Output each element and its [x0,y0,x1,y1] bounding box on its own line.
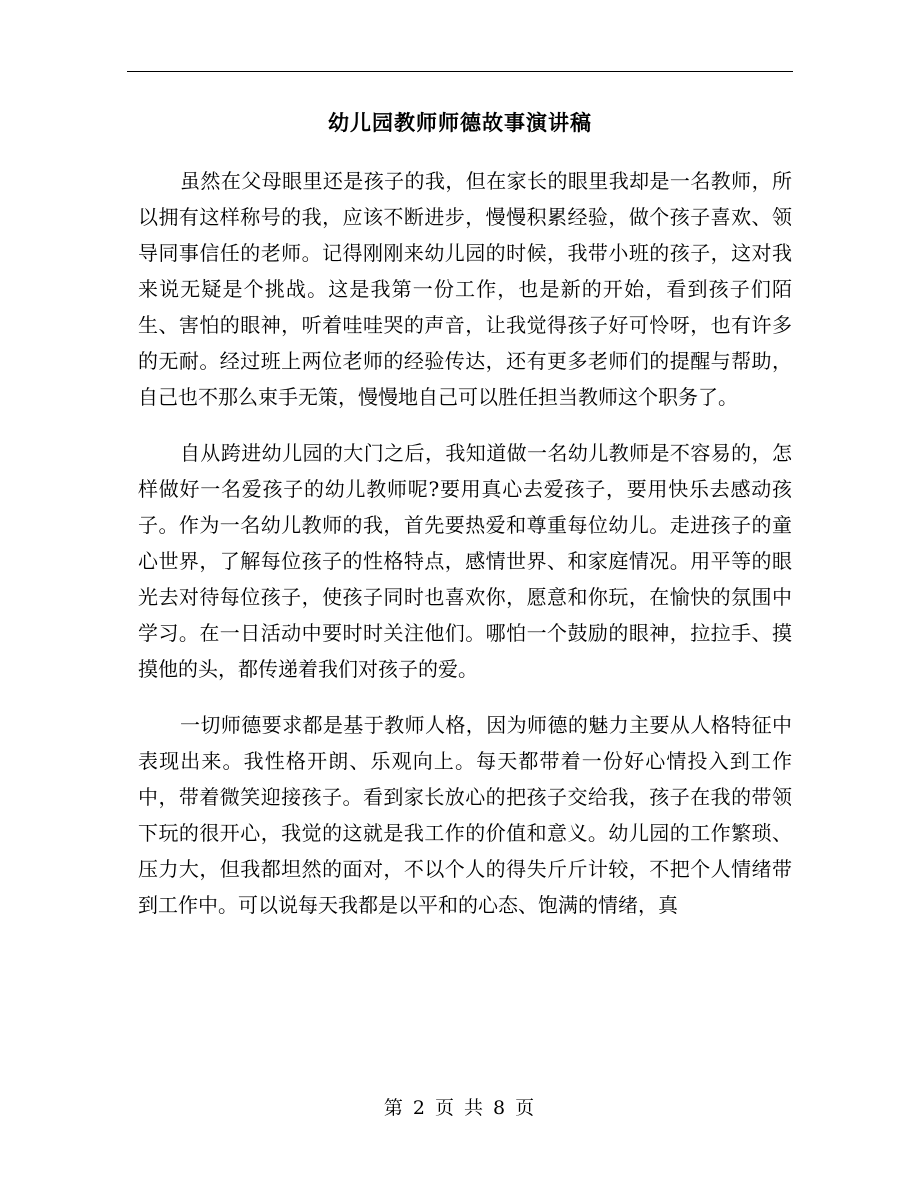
paragraph-3: 一切师德要求都是基于教师人格，因为师德的魅力主要从人格特征中表现出来。我性格开朗、乐观向上。每天都带着一份好心情投入到工作中，带着微笑迎接孩子。看到家长放心的把孩子交给我，孩子在我的带领下玩的很开心，我觉的这就是我工作的价值和意义。幼儿园的工作繁琐、压力大，但我都坦然的面对，不以个人的得失斤斤计较，不把个人情绪带到工作中。可以说每天我都是以平和的心态、饱满的情绪，真 [138,713,792,917]
paragraph-2: 自从跨进幼儿园的大门之后，我知道做一名幼儿教师是不容易的，怎样做好一名爱孩子的幼儿教师呢?要用真心去爱孩子，要用快乐去感动孩子。作为一名幼儿教师的我，首先要热爱和尊重每位幼儿。走进孩子的童心世界，了解每位孩子的性格特点，感情世界、和家庭情况。用平等的眼光去对待每位孩子，使孩子同时也喜欢你，愿意和你玩，在愉快的氛围中学习。在一日活动中要时时关注他们。哪怕一个鼓励的眼神，拉拉手、摸摸他的头，都传递着我们对孩子的爱。 [138,441,792,681]
document-body [138,163,792,923]
document-title: 幼儿园教师师德故事演讲稿 [328,110,592,135]
header-rule [127,71,793,72]
page-number: 第 2 页 共 8 页 [383,1097,537,1119]
paragraph-1: 虽然在父母眼里还是孩子的我，但在家长的眼里我却是一名教师，所以拥有这样称号的我，应该不断进步，慢慢积累经验，做个孩子喜欢、领导同事信任的老师。记得刚刚来幼儿园的时候，我带小班的孩子，这对我来说无疑是个挑战。这是我第一份工作，也是新的开始，看到孩子们陌生、害怕的眼神，听着哇哇哭的声音，让我觉得孩子好可怜呀，也有许多的无耐。经过班上两位老师的经验传达，还有更多老师们的提醒与帮助，自己也不那么束手无策，慢慢地自己可以胜任担当教师这个职务了。 [138,169,792,409]
